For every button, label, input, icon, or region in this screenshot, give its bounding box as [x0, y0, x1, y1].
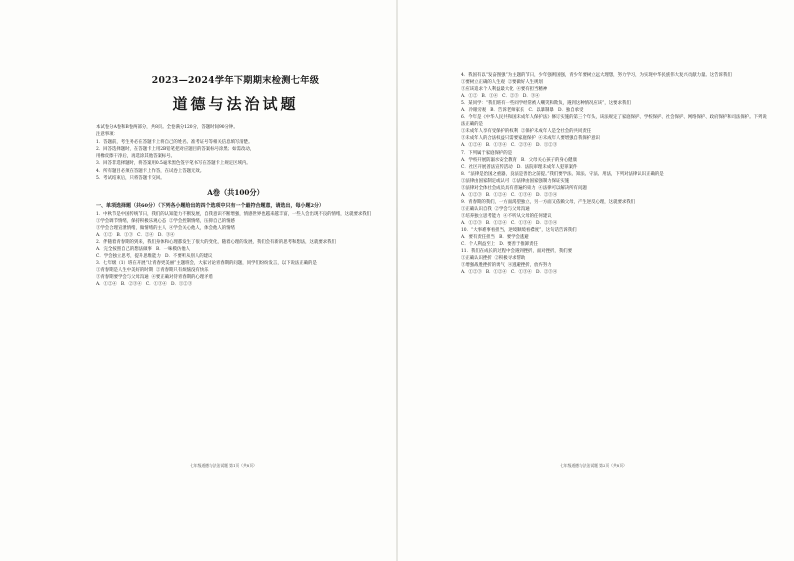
question-text: 5．某同学：“我们班有一些同学经常被人嘲笑和欺负，遇到这种情况应该”，这要求我们 — [461, 101, 631, 107]
question-options: ③培养独立思考能力 ④不听从父母的任何建议 — [461, 213, 552, 219]
notes-block — [96, 124, 375, 182]
question-text: 3．七年级（1）班在开展“让青春更美丽”主题班会，大家讨论青春期的问题，同学们纷纷发言，以下说法正确的是 — [96, 261, 317, 267]
question-options: ③青春期要学会与父母沟通 ④要正确对待青春期的心理矛盾 — [96, 275, 213, 281]
question-text: 1．中秋节是中国传统节日，我们的认知能力不断发展，自我意识不断增强，情感世界也越来越丰富，一些人会出现不良的情绪，这就要求我们 — [96, 211, 372, 217]
question-options: A．①②④ B．①③④ C．②③④ D．①②③ — [461, 143, 558, 149]
question-options: A．①②③ B．①②④ C．①③④ D．②③④ — [461, 192, 558, 198]
question-options: ①学会调节情绪，保持积极乐观心态 ②学会控制情绪，压抑自己的情感 — [96, 219, 235, 225]
question-text: 9．青春期的我们，一方面渴望独立，另一方面又依赖父母，产生逆反心理，这就要求我们 — [461, 199, 636, 205]
note-line: 本试卷分A卷和B卷两部分，共8页。全卷满分120分，答题时间90分钟。 — [96, 125, 238, 130]
question-options: ③增强战胜挫折的勇气 ④逃避挫折，放弃努力 — [461, 263, 552, 269]
question-text: 11．我们在成长的过程中会遇到挫折，面对挫折，我们要 — [461, 249, 572, 255]
left-page-footer: 七年级道德与法治试题 第1页（共8页） — [190, 463, 257, 468]
question-options: A．①② B．①④ C．②③ D．③④ — [461, 94, 540, 100]
question-options: A．冷眼旁观 B．告诉老师家长 C．以暴制暴 D．独自承受 — [461, 108, 584, 114]
right-page-footer: 七年级道德与法治试题 第2页（共8页） — [560, 463, 627, 468]
question-options: ①青春期是人生中美好的时期 ②青春期只有烦恼没有快乐 — [96, 268, 209, 274]
question-text: 7．下列属于家庭保护的是 — [461, 150, 513, 156]
question-options: A．①② B．①③ C．②④ D．③④ — [96, 233, 175, 239]
right-questions — [461, 72, 768, 276]
question-options: C．社区开展普法宣传活动 D．法院审理未成年人犯罪案件 — [461, 164, 578, 170]
question-options: C．学会独立思考，提升思维能力 D．不要听从别人的建议 — [96, 254, 213, 260]
right-page — [397, 0, 794, 561]
note-line: 用橡皮擦干净后，再选涂其他答案标号。 — [96, 154, 176, 160]
question-text: 8．“法律是治国之重器，良法是善治之前提。”我们要学法、知法、守法、用法，下列对法律认识正确的是 — [461, 171, 664, 177]
question-options: ①正确认识自我 ②学会与父母沟通 — [461, 206, 530, 212]
left-questions — [96, 211, 375, 289]
question-options: ①法律由国家制定或认可 ②法律由国家强制力保证实施 — [461, 178, 570, 184]
question-options: A．完全按照自己的想法做事 B．一味模仿他人 — [96, 247, 191, 253]
question-options: A．①②③ B．①②④ C．①③④ D．②③④ — [461, 220, 558, 226]
note-line: 3．回答非选择题时，将答案用0.5毫米黑色签字笔书写在答题卡上规定区域内。 — [96, 161, 251, 167]
subject-title: 道德与法治试题 — [172, 95, 299, 113]
question-text: 10．“大事难事看担当，逆境顺境看襟度”，这句话告诉我们 — [461, 228, 577, 234]
exam-title: 2023—2024学年下期期末检测七年级 — [151, 75, 320, 86]
question-text: 2．伴随着青春期的到来，我们身体和心理都发生了很大的变化，随着心理的发展，我们会有新的思考和想法，这就要求我们 — [96, 240, 336, 246]
question-options: ③学会合理宣泄情绪，做情绪的主人 ④学会关心他人，体会他人的情绪 — [96, 226, 235, 232]
question-options: A．要有责任担当 B．要学会逃避 — [461, 235, 529, 241]
question-options: ③应该追求个人利益最大化 ④要有担当精神 — [461, 87, 548, 93]
question-options: ①要树立正确的人生观 ②要做好人生规划 — [461, 80, 543, 86]
note-line: 注意事项： — [96, 132, 118, 138]
question-text: 4．我国有以“发奋图强”为主题的节日，少年强则国强，青少年要树立远大理想，努力学习，为实现中华民族伟大复兴贡献力量。这告诉我们 — [461, 73, 732, 78]
part-one-heading: 一、单项选择题（共60分）（下列各小题给出的四个选项中只有一个最符合题意，请选出，每小题2分） — [96, 203, 324, 210]
question-options: A．①②③ B．①②④ C．①③④ D．②③④ — [461, 270, 558, 276]
question-options: A．①②④ B．②③④ C．①③④ D．①②③ — [96, 282, 193, 288]
question-options: C．个人利益至上 D．要善于推卸责任 — [461, 242, 538, 248]
note-line: 5．考试结束后，只将答题卡交回。 — [96, 176, 165, 182]
question-options: A．学校开展防溺水安全教育 B．父母关心孩子的身心健康 — [461, 157, 577, 163]
question-options: ③未成年人的合法权益只需要家庭保护 ④未成年人要增强自我保护意识 — [461, 136, 600, 142]
question-text: 6．今年是《中华人民共和国未成年人保护法》修订实施的第三个年头，该法规定了家庭保护、学校保护、社会保护、网络保护、政府保护和司法保护。下列说法正确的是 — [461, 115, 767, 128]
note-line: 2．回答选择题时，在答题卡上用2B铅笔把对应题目的答案标号涂黑；如需改动， — [96, 146, 255, 152]
note-line: 1．答题前，考生务必在答题卡上将自己的姓名、准考证号等相关信息填写清楚。 — [96, 139, 253, 145]
note-line: 4．所有题目必须在答题卡上作答，在试卷上答题无效。 — [96, 168, 205, 174]
section-a-title: A卷（共100分） — [207, 188, 264, 198]
question-options: ①未成年人享有受保护的权利 ②保护未成年人是全社会的共同责任 — [461, 129, 592, 135]
question-options: ①正确认识挫折 ②积极寻求帮助 — [461, 256, 526, 262]
question-options: ③法律对全体社会成员具有普遍约束力 ④法律可以解决所有问题 — [461, 185, 587, 191]
